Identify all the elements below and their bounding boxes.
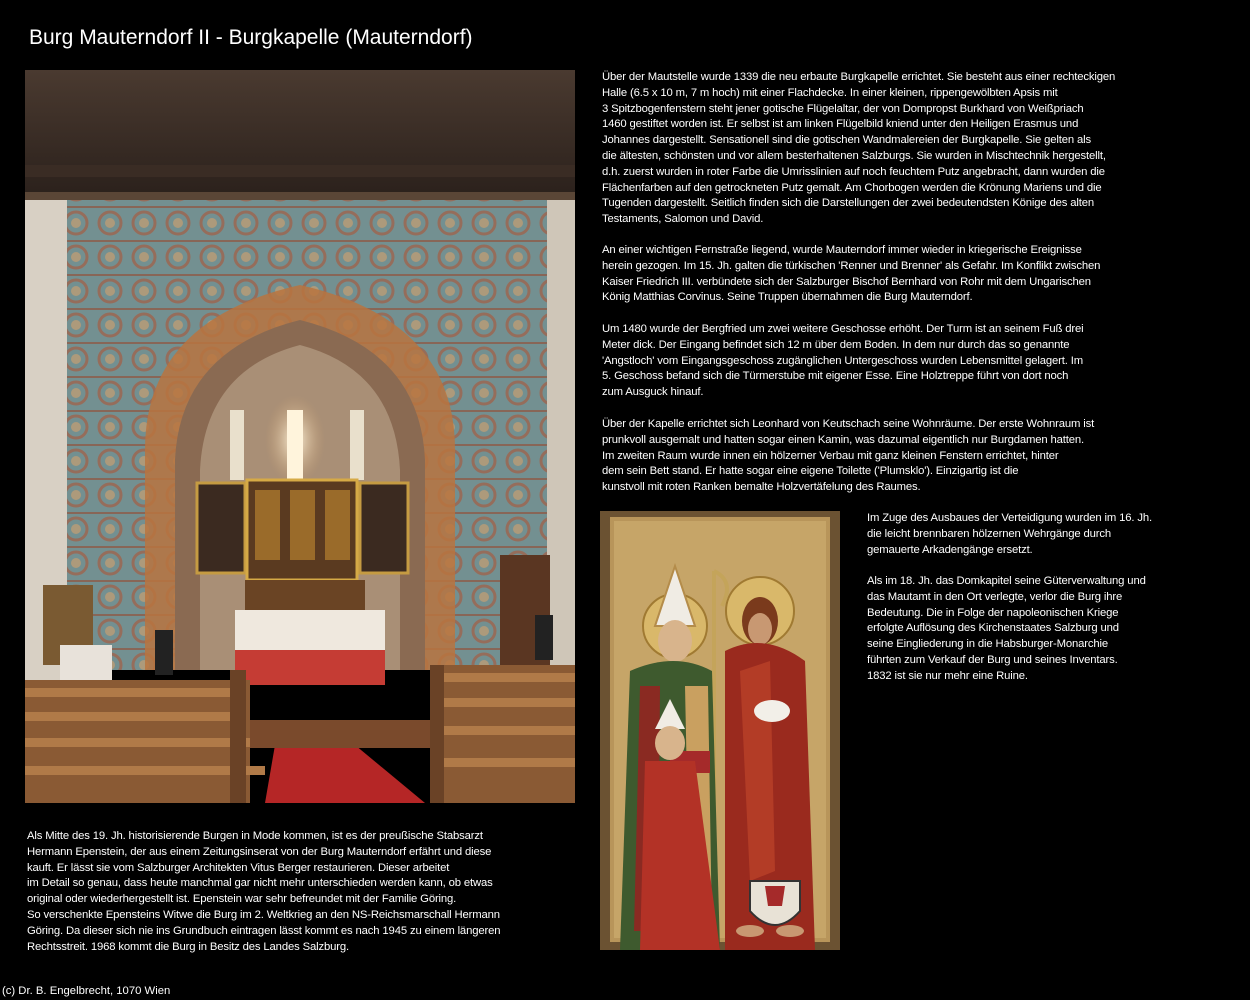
page-title: Burg Mauterndorf II - Burgkapelle (Mauterndorf) <box>29 26 473 49</box>
text-line: Göring. Da dieser sich nie ins Grundbuch eintragen lässt kommt es nach 1945 zu einem längeren <box>27 924 501 937</box>
text-line: 3 Spitzbogenfenstern steht jener gotische Flügelaltar, der von Dompropst Burkhard von Weißpriach <box>602 102 1084 115</box>
text-line: 'Angstloch' vom Eingangsgeschoss zugänglichen Untergeschoss wurden Lebensmittel gelagert. Im <box>602 354 1083 367</box>
text-line: kunstvoll mit roten Ranken bemalte Holzvertäfelung des Raumes. <box>602 481 921 494</box>
text-line: die leicht brennbaren hölzernen Wehrgänge durch <box>867 527 1111 540</box>
text-line: Als im 18. Jh. das Domkapitel seine Güterverwaltung und <box>867 575 1146 587</box>
text-line: dem sein Bett stand. Er hatte sogar eine eigene Toilette ('Plumsklo'). Einzigartig ist die <box>602 465 1019 478</box>
text-line: Rechtsstreit. 1968 kommt die Burg in Besitz des Landes Salzburg. <box>27 940 349 953</box>
text-line: Halle (6.5 x 10 m, 7 m hoch) mit einer Flachdecke. In einer kleinen, rippengewölbten Apsis mit <box>602 86 1058 99</box>
text-line: die ältesten, schönsten und vor allem besterhaltenen Salzburgs. Sie wurden in Mischtechnik hergestellt, <box>602 149 1106 162</box>
text-line: führten zum Verkauf der Burg und seines Inventars. <box>867 653 1118 666</box>
text-line: Über der Mautstelle wurde 1339 die neu erbaute Burgkapelle errichtet. Sie besteht aus einer rechteckigen <box>602 71 1116 83</box>
paragraph-history-1339 <box>602 70 1115 228</box>
text-line: Hermann Epenstein, der aus einem Zeitungsinserat von der Burg Mauterndorf erfährt und diese <box>27 845 492 858</box>
text-line: das Mautamt in den Ort verlegte, verlor die Burg ihre <box>867 590 1123 603</box>
text-line: Johannes dargestellt. Sensationell sind die gotischen Wandmalereien der Burgkapelle. Sie gelten als <box>602 134 1092 147</box>
paragraph-verteidigung <box>867 511 1152 558</box>
text-line: An einer wichtigen Fernstraße liegend, wurde Mauterndorf immer wieder in kriegerische Ereignisse <box>602 244 1082 256</box>
text-line: Tugenden dargestellt. Seitlich finden sich die Darstellungen der zwei bedeutendsten Könige des alten <box>602 197 1095 210</box>
text-line: Bedeutung. Die in Folge der napoleonischen Kriege <box>867 606 1119 619</box>
text-line: Meter dick. Der Eingang befindet sich 12 m über dem Boden. In dem nur durch das so genannte <box>602 338 1070 351</box>
text-line: herein gezogen. Im 15. Jh. galten die türkischen 'Renner und Brenner' als Gefahr. Im Konflikt zwischen <box>602 259 1101 272</box>
chapel-photo <box>25 70 575 803</box>
text-line: Flächenfarben auf den getrockneten Putz gemalt. Am Chorbogen werden die Krönung Mariens und die <box>602 181 1102 194</box>
altar-panel-photo <box>600 511 840 950</box>
paragraph-fernstrasse <box>602 243 1100 306</box>
text-line: seine Eingliederung in die Habsburger-Monarchie <box>867 638 1109 651</box>
text-line: 1460 gestiftet worden ist. Er selbst ist am linken Flügelbild kniend unter den Heiligen Erasmus und <box>602 118 1079 131</box>
text-line: gemauerte Arkadengänge ersetzt. <box>867 543 1033 556</box>
text-line: prunkvoll ausgemalt und hatten sogar einen Kamin, was dazumal eigentlich nur Burgdamen hatten. <box>602 433 1085 446</box>
paragraph-18-jh <box>867 574 1146 685</box>
text-line: Um 1480 wurde der Bergfried um zwei weitere Geschosse erhöht. Der Turm ist an seinem Fuß drei <box>602 323 1084 335</box>
text-line: Kaiser Friedrich III. verbündete sich der Salzburger Bischof Bernhard von Rohr mit dem Ungarischen <box>602 275 1091 288</box>
copyright-footer: (c) Dr. B. Engelbrecht, 1070 Wien <box>2 985 171 997</box>
text-line: im Detail so genau, dass heute manchmal gar nicht mehr unterschieden werden kann, ob etwas <box>27 877 493 890</box>
text-line: Im zweiten Raum wurde innen ein hölzerner Verbau mit ganz kleinen Fenstern errichtet, hinter <box>602 449 1059 462</box>
text-line: Testaments, Salomon und David. <box>602 213 764 226</box>
paragraph-wohnraeume <box>602 417 1094 496</box>
text-line: d.h. zuerst wurden in roter Farbe die Umrisslinien auf noch feuchtem Putz angebracht, dann wurden die <box>602 165 1105 178</box>
text-line: zum Ausguck hinauf. <box>602 386 704 399</box>
text-line: original oder wiederhergestellt ist. Epenstein war sehr befreundet mit der Familie Göring. <box>27 893 457 906</box>
text-line: König Matthias Corvinus. Seine Truppen übernahmen die Burg Mauterndorf. <box>602 291 973 304</box>
text-line: Über der Kapelle errichtet sich Leonhard von Keutschach seine Wohnräume. Der erste Wohnraum ist <box>602 418 1095 430</box>
text-line: 5. Geschoss befand sich die Türmerstube mit eigener Esse. Eine Holztreppe führt von dort noch <box>602 370 1069 383</box>
text-line: Als Mitte des 19. Jh. historisierende Burgen in Mode kommen, ist es der preußische Stabsarzt <box>27 830 483 842</box>
text-line: kauft. Er lässt sie vom Salzburger Architekten Vitus Berger restaurieren. Dieser arbeitet <box>27 861 450 874</box>
text-line: Im Zuge des Ausbaues der Verteidigung wurden im 16. Jh. <box>867 512 1153 524</box>
text-line: So verschenkte Epensteins Witwe die Burg im 2. Weltkrieg an den NS-Reichsmarschall Hermann <box>27 908 500 921</box>
text-line: erfolgte Auflösung des Kirchenstaates Salzburg und <box>867 622 1119 635</box>
text-line: 1832 ist sie nur mehr eine Ruine. <box>867 669 1028 682</box>
paragraph-19-jh <box>27 829 500 955</box>
paragraph-bergfried <box>602 322 1083 401</box>
